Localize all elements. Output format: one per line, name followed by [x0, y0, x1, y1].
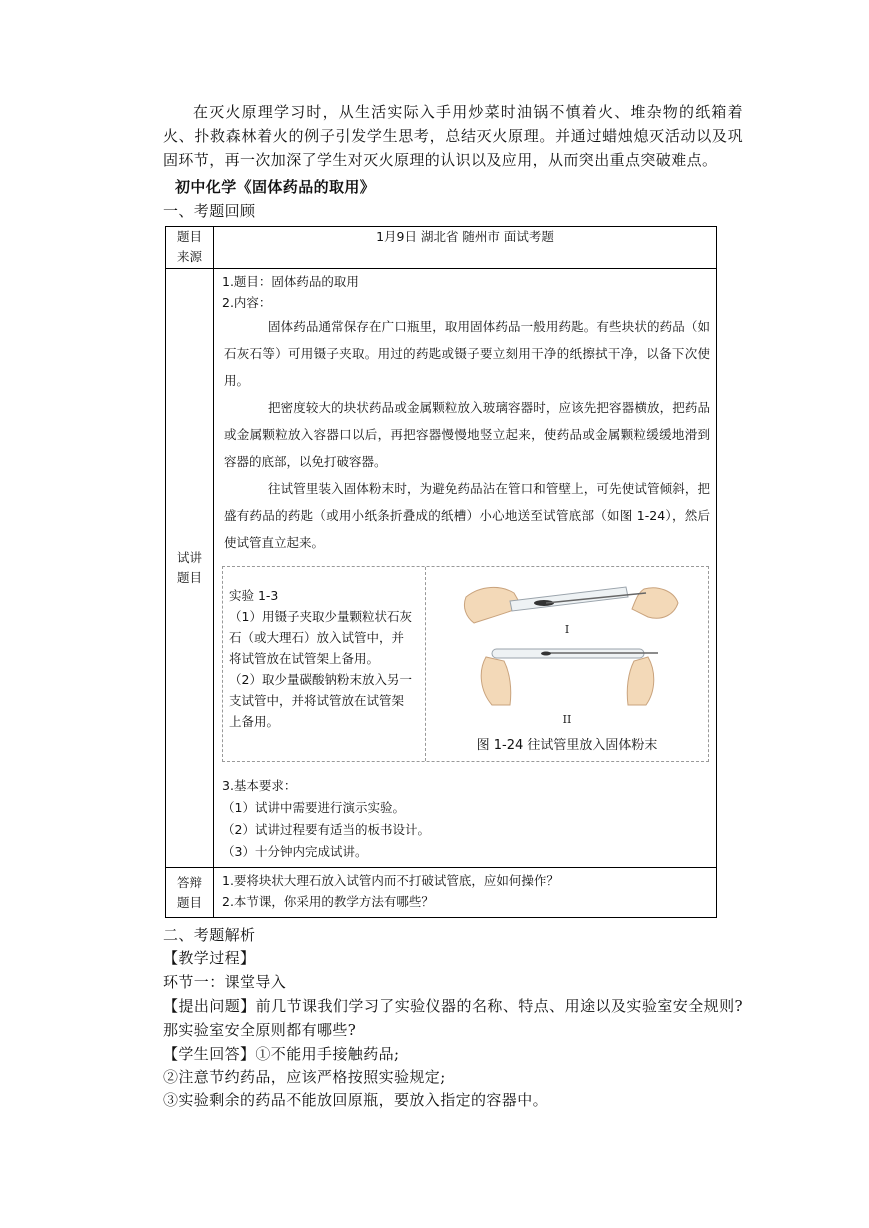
requirement-item: （1）试讲中需要进行演示实验。 [222, 800, 405, 815]
experiment-text [223, 567, 426, 761]
figure-ii-hands [481, 657, 654, 705]
topic-label [166, 269, 214, 868]
figure-caption: 图 1-24 往试管里放入固体粉末 [476, 738, 658, 753]
question-text: 【提出问题】前几节课我们学习了实验仪器的名称、特点、用途以及实验室安全规则?那实验室安全原则都有哪些? [163, 997, 743, 1039]
experiment-line: 将试管放在试管架上备用。 [229, 651, 380, 666]
experiment-box [222, 566, 709, 762]
answer-label [166, 868, 214, 918]
topic-item2: 2.内容： [222, 295, 272, 310]
exam-table [165, 226, 717, 918]
table-row-source [166, 227, 717, 269]
requirement-item: （3）十分钟内完成试讲。 [222, 844, 368, 859]
section-heading-review: 一、考题回顾 [163, 202, 256, 220]
student-answer-1: 【学生回答】①不能用手接触药品; [163, 1045, 400, 1063]
answer-label-line2: 题目 [176, 894, 202, 910]
topic-label-line2: 题目 [176, 570, 202, 585]
experiment-title: 实验 1-3 [229, 588, 279, 603]
source-value: 1月9日 湖北省 随州市 面试考题 [214, 227, 717, 269]
experiment-line: 上备用。 [229, 714, 280, 729]
answer-label-line1: 答辩 [176, 874, 202, 890]
experiment-line: （1）用镊子夹取少量颗粒状石灰 [229, 609, 412, 624]
requirements-title: 3.基本要求： [222, 778, 297, 793]
student-answer-2: ②注意节约药品，应该严格按照实验规定; [163, 1068, 446, 1086]
topic-content [214, 269, 717, 868]
topic-label-line1: 试讲 [176, 550, 202, 565]
experiment-line: 支试管中，并将试管放在试管架 [229, 693, 405, 708]
content-paragraph-2: 把密度较大的块状药品或金属颗粒放入玻璃容器时，应该先把容器横放，把药品或金属颗粒放入容器口以后，再把容器慢慢地竖立起来，使药品或金属颗粒缓缓地滑到容器的底部，以免打破容器。 [224, 400, 710, 469]
table-row-answer [166, 868, 717, 918]
lesson-title: 初中化学《固体药品的取用》 [175, 178, 376, 196]
figure-ii-tube [492, 649, 658, 658]
topic-item1: 1.题目：固体药品的取用 [222, 274, 359, 289]
teaching-process-heading: 【教学过程】 [163, 949, 256, 967]
test-tube-illustration [426, 567, 708, 732]
content-paragraph-3: 往试管里装入固体粉末时，为避免药品沾在管口和管壁上，可先使试管倾斜，把盛有药品的药匙（或用小纸条折叠成的纸槽）小心地送至试管底部（如图 1-24），然后使试管直立起来。 [224, 481, 710, 550]
experiment-line: （2）取少量碳酸钠粉末放入另一 [229, 672, 412, 687]
source-label [166, 227, 214, 269]
content-paragraph-1: 固体药品通常保存在广口瓶里，取用固体药品一般用药匙。有些块状的药品（如石灰石等）可用镊子夹取。用过的药匙或镊子要立刻用干净的纸擦拭干净，以备下次使用。 [224, 319, 710, 388]
requirements [214, 775, 430, 863]
step-heading: 环节一：课堂导入 [163, 973, 287, 991]
figure-label-i: I [564, 623, 570, 636]
intro-paragraph: 在灭火原理学习时，从生活实际入手用炒菜时油锅不慎着火、堆杂物的纸箱着火、扑救森林着火的例子引发学生思考，总结灭火原理。并通过蜡烛熄灭活动以及巩固环节，再一次加深了学生对灭火原理的认识以及应用，从而突出重点突破难点。 [163, 103, 743, 169]
section-heading-analysis: 二、考题解析 [163, 926, 256, 944]
experiment-figure [426, 567, 708, 761]
source-label-line1: 题目 [176, 229, 202, 244]
student-answer-3: ③实验剩余的药品不能放回原瓶，要放入指定的容器中。 [163, 1091, 549, 1109]
table-row-topic [166, 269, 717, 868]
figure-label-ii: II [562, 713, 572, 726]
requirement-item: （2）试讲过程要有适当的板书设计。 [222, 822, 430, 837]
answer-content [214, 868, 717, 918]
answer-question-2: 2.本节课，你采用的教学方法有哪些？ [222, 894, 434, 909]
source-label-line2: 来源 [176, 249, 202, 264]
question-paragraph [163, 994, 743, 1042]
figure-i-tube [510, 587, 646, 611]
answer-question-1: 1.要将块状大理石放入试管内而不打破试管底，应如何操作？ [222, 873, 559, 888]
experiment-line: 石（或大理石）放入试管中，并 [229, 630, 405, 645]
